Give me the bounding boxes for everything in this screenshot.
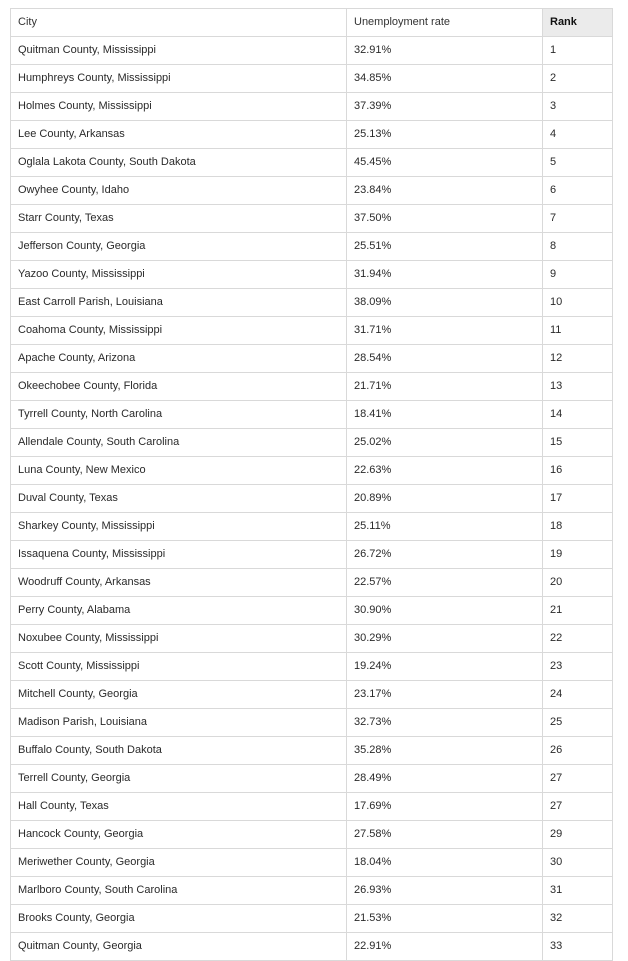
cell-city: Oglala Lakota County, South Dakota (11, 149, 347, 177)
cell-unemployment-rate: 23.17% (347, 681, 543, 709)
table-row (11, 681, 613, 709)
cell-rank: 29 (543, 821, 613, 849)
cell-city: Terrell County, Georgia (11, 765, 347, 793)
table-row (11, 373, 613, 401)
cell-rank: 23 (543, 653, 613, 681)
cell-city: Tyrrell County, North Carolina (11, 401, 347, 429)
cell-unemployment-rate: 25.13% (347, 121, 543, 149)
table-row (11, 37, 613, 65)
cell-city: Duval County, Texas (11, 485, 347, 513)
cell-rank: 33 (543, 933, 613, 961)
table-row (11, 709, 613, 737)
table-row (11, 821, 613, 849)
cell-city: East Carroll Parish, Louisiana (11, 289, 347, 317)
cell-unemployment-rate: 30.29% (347, 625, 543, 653)
cell-unemployment-rate: 30.90% (347, 597, 543, 625)
cell-rank: 19 (543, 541, 613, 569)
cell-unemployment-rate: 22.91% (347, 933, 543, 961)
cell-rank: 8 (543, 233, 613, 261)
table-row (11, 457, 613, 485)
table-row (11, 513, 613, 541)
cell-city: Madison Parish, Louisiana (11, 709, 347, 737)
cell-city: Starr County, Texas (11, 205, 347, 233)
cell-city: Perry County, Alabama (11, 597, 347, 625)
cell-rank: 27 (543, 793, 613, 821)
table-row (11, 121, 613, 149)
table-row (11, 849, 613, 877)
cell-unemployment-rate: 21.53% (347, 905, 543, 933)
cell-city: Jefferson County, Georgia (11, 233, 347, 261)
cell-unemployment-rate: 32.73% (347, 709, 543, 737)
cell-rank: 9 (543, 261, 613, 289)
cell-city: Owyhee County, Idaho (11, 177, 347, 205)
table-row (11, 429, 613, 457)
cell-rank: 31 (543, 877, 613, 905)
cell-city: Quitman County, Mississippi (11, 37, 347, 65)
cell-rank: 27 (543, 765, 613, 793)
cell-rank: 26 (543, 737, 613, 765)
cell-rank: 25 (543, 709, 613, 737)
table-row (11, 569, 613, 597)
table-row (11, 205, 613, 233)
cell-rank: 12 (543, 345, 613, 373)
table-row (11, 261, 613, 289)
cell-unemployment-rate: 25.11% (347, 513, 543, 541)
cell-city: Yazoo County, Mississippi (11, 261, 347, 289)
cell-city: Woodruff County, Arkansas (11, 569, 347, 597)
cell-unemployment-rate: 23.84% (347, 177, 543, 205)
cell-unemployment-rate: 25.51% (347, 233, 543, 261)
cell-city: Hall County, Texas (11, 793, 347, 821)
cell-rank: 5 (543, 149, 613, 177)
cell-city: Sharkey County, Mississippi (11, 513, 347, 541)
cell-unemployment-rate: 22.57% (347, 569, 543, 597)
cell-city: Scott County, Mississippi (11, 653, 347, 681)
cell-city: Marlboro County, South Carolina (11, 877, 347, 905)
cell-rank: 32 (543, 905, 613, 933)
cell-unemployment-rate: 31.94% (347, 261, 543, 289)
cell-unemployment-rate: 26.93% (347, 877, 543, 905)
column-header-unemployment-rate[interactable]: Unemployment rate (347, 9, 543, 37)
cell-unemployment-rate: 37.50% (347, 205, 543, 233)
table-row (11, 793, 613, 821)
table-body (11, 37, 613, 961)
cell-city: Hancock County, Georgia (11, 821, 347, 849)
cell-unemployment-rate: 27.58% (347, 821, 543, 849)
table-row (11, 317, 613, 345)
cell-unemployment-rate: 26.72% (347, 541, 543, 569)
cell-rank: 11 (543, 317, 613, 345)
cell-rank: 20 (543, 569, 613, 597)
cell-city: Issaquena County, Mississippi (11, 541, 347, 569)
table-row (11, 65, 613, 93)
cell-city: Mitchell County, Georgia (11, 681, 347, 709)
cell-unemployment-rate: 20.89% (347, 485, 543, 513)
cell-city: Okeechobee County, Florida (11, 373, 347, 401)
cell-city: Buffalo County, South Dakota (11, 737, 347, 765)
cell-rank: 1 (543, 37, 613, 65)
cell-unemployment-rate: 31.71% (347, 317, 543, 345)
table-row (11, 233, 613, 261)
cell-rank: 2 (543, 65, 613, 93)
table-row (11, 765, 613, 793)
cell-unemployment-rate: 28.54% (347, 345, 543, 373)
cell-rank: 30 (543, 849, 613, 877)
cell-city: Quitman County, Georgia (11, 933, 347, 961)
cell-unemployment-rate: 28.49% (347, 765, 543, 793)
cell-rank: 13 (543, 373, 613, 401)
cell-unemployment-rate: 21.71% (347, 373, 543, 401)
cell-rank: 10 (543, 289, 613, 317)
cell-unemployment-rate: 45.45% (347, 149, 543, 177)
cell-unemployment-rate: 38.09% (347, 289, 543, 317)
cell-unemployment-rate: 19.24% (347, 653, 543, 681)
table-row (11, 485, 613, 513)
cell-unemployment-rate: 18.04% (347, 849, 543, 877)
table-header (11, 9, 613, 37)
cell-rank: 15 (543, 429, 613, 457)
cell-city: Noxubee County, Mississippi (11, 625, 347, 653)
cell-rank: 16 (543, 457, 613, 485)
cell-rank: 3 (543, 93, 613, 121)
cell-unemployment-rate: 35.28% (347, 737, 543, 765)
cell-unemployment-rate: 34.85% (347, 65, 543, 93)
header-row (11, 9, 613, 37)
cell-rank: 14 (543, 401, 613, 429)
table-row (11, 905, 613, 933)
cell-city: Coahoma County, Mississippi (11, 317, 347, 345)
cell-unemployment-rate: 32.91% (347, 37, 543, 65)
cell-rank: 22 (543, 625, 613, 653)
cell-city: Humphreys County, Mississippi (11, 65, 347, 93)
table-row (11, 597, 613, 625)
cell-rank: 24 (543, 681, 613, 709)
unemployment-table (10, 8, 613, 961)
cell-city: Holmes County, Mississippi (11, 93, 347, 121)
cell-city: Meriwether County, Georgia (11, 849, 347, 877)
cell-unemployment-rate: 22.63% (347, 457, 543, 485)
table-row (11, 653, 613, 681)
cell-unemployment-rate: 18.41% (347, 401, 543, 429)
cell-rank: 7 (543, 205, 613, 233)
table-row (11, 877, 613, 905)
table-row (11, 737, 613, 765)
cell-rank: 4 (543, 121, 613, 149)
table-row (11, 933, 613, 961)
cell-city: Allendale County, South Carolina (11, 429, 347, 457)
cell-rank: 21 (543, 597, 613, 625)
cell-city: Brooks County, Georgia (11, 905, 347, 933)
cell-unemployment-rate: 37.39% (347, 93, 543, 121)
cell-city: Lee County, Arkansas (11, 121, 347, 149)
unemployment-table-container (10, 8, 612, 961)
cell-rank: 17 (543, 485, 613, 513)
table-row (11, 625, 613, 653)
cell-rank: 18 (543, 513, 613, 541)
table-row (11, 345, 613, 373)
column-header-city[interactable]: City (11, 9, 347, 37)
cell-unemployment-rate: 17.69% (347, 793, 543, 821)
table-row (11, 289, 613, 317)
cell-rank: 6 (543, 177, 613, 205)
cell-unemployment-rate: 25.02% (347, 429, 543, 457)
table-row (11, 401, 613, 429)
table-row (11, 541, 613, 569)
cell-city: Luna County, New Mexico (11, 457, 347, 485)
table-row (11, 93, 613, 121)
cell-city: Apache County, Arizona (11, 345, 347, 373)
table-row (11, 149, 613, 177)
table-row (11, 177, 613, 205)
column-header-rank[interactable]: Rank (543, 9, 613, 37)
